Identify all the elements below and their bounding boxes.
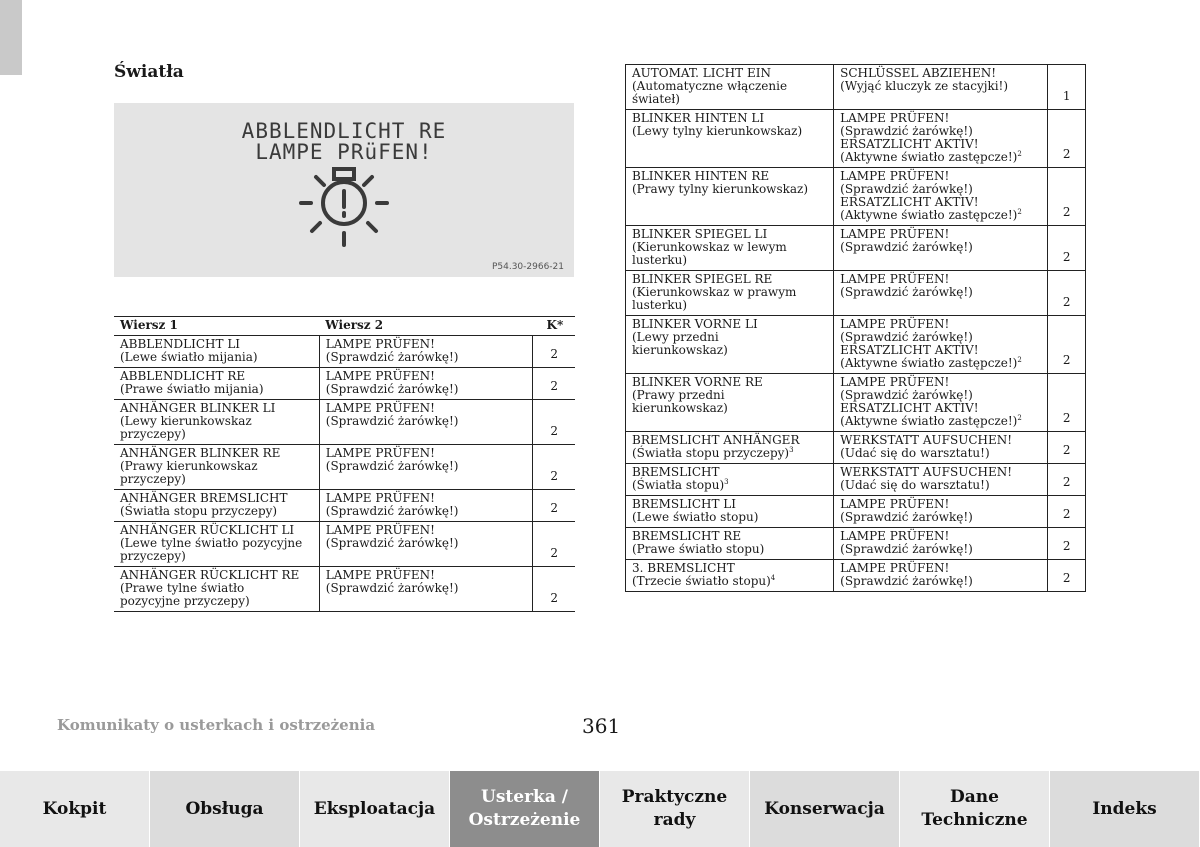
cell-line-text: (Sprawdzić żarówkę!)	[840, 574, 973, 588]
nav-tab-1[interactable]: Kokpit	[0, 771, 150, 847]
k-value: 2	[1048, 560, 1086, 592]
cell-line	[840, 511, 1041, 524]
cell-line-text: (Światła stopu przyczepy)	[120, 504, 278, 518]
cell-line-text: (Udać się do warsztatu!)	[840, 446, 990, 460]
nav-tab-3[interactable]: Eksploatacja	[300, 771, 450, 847]
cell-line	[840, 447, 1041, 460]
row-1-text	[626, 496, 834, 528]
cell-line-text: (Sprawdzić żarówkę!)	[325, 581, 459, 595]
cell-line-text: LAMPE PRÜFEN!	[840, 561, 950, 575]
cell-line-text: ANHÄNGER RÜCKLICHT RE	[120, 568, 300, 582]
nav-tab-7[interactable]: Dane Techniczne	[900, 771, 1050, 847]
k-value: 2	[1048, 168, 1086, 226]
cell-line	[632, 511, 827, 524]
cell-line	[632, 299, 827, 312]
display-message-line-1: ABBLENDLICHT RE	[241, 119, 447, 143]
cell-line	[632, 402, 827, 415]
cell-line-text: (Aktywne światło zastępcze!)	[840, 150, 1018, 164]
row-2-text	[834, 110, 1048, 168]
table-row	[114, 445, 575, 490]
cell-line-text: (Sprawdzić żarówkę!)	[840, 285, 973, 299]
footnote-marker: 2	[1017, 356, 1022, 364]
k-value: 1	[1048, 65, 1086, 110]
cell-line	[120, 383, 313, 396]
table-row	[626, 271, 1086, 316]
cell-line-text: (Aktywne światło zastępcze!)	[840, 208, 1018, 222]
cell-line-text: (Sprawdzić żarówkę!)	[325, 382, 459, 396]
row-2-text	[319, 522, 533, 567]
cell-line-text: (Sprawdzić żarówkę!)	[325, 414, 459, 428]
left-messages-table	[114, 316, 575, 612]
nav-tab-2[interactable]: Obsługa	[150, 771, 300, 847]
cell-line	[840, 479, 1041, 492]
chapter-navigation	[0, 771, 1200, 847]
table-row	[626, 316, 1086, 374]
cell-line	[840, 286, 1041, 299]
cell-line	[840, 151, 1041, 164]
cell-line-text: LAMPE PRÜFEN!	[840, 497, 950, 511]
k-value: 2	[533, 522, 575, 567]
cell-line	[840, 415, 1041, 428]
cell-line-text: (Sprawdzić żarówkę!)	[325, 459, 459, 473]
row-1-text	[626, 110, 834, 168]
cell-line-text: BLINKER SPIEGEL RE	[632, 272, 773, 286]
row-2-text	[319, 445, 533, 490]
cell-line-text: (Lewy tylny kierunkowskaz)	[632, 124, 803, 138]
row-2-text	[834, 65, 1048, 110]
table-row	[114, 400, 575, 445]
cell-line-text: (Prawy tylny kierunkowskaz)	[632, 182, 809, 196]
cell-line-text: (Sprawdzić żarówkę!)	[840, 182, 973, 196]
cell-line-text: LAMPE PRÜFEN!	[325, 369, 435, 383]
cell-line-text: ABBLENDLICHT LI	[120, 337, 241, 351]
table-row	[114, 336, 575, 368]
row-2-text	[834, 374, 1048, 432]
cell-line-text: WERKSTATT AUFSUCHEN!	[840, 433, 1013, 447]
cell-line-text: przyczepy)	[120, 549, 186, 563]
cell-line	[326, 582, 527, 595]
row-1-text	[626, 560, 834, 592]
row-2-text	[834, 226, 1048, 271]
cell-line	[632, 344, 827, 357]
cell-line	[326, 460, 527, 473]
cell-line-text: BLINKER HINTEN RE	[632, 169, 770, 183]
cell-line	[326, 351, 527, 364]
cell-line-text: LAMPE PRÜFEN!	[325, 446, 435, 460]
cell-line-text: (Prawy kierunkowskaz	[120, 459, 258, 473]
header-row-1: Wiersz 1	[114, 317, 319, 336]
cell-line-text: (Sprawdzić żarówkę!)	[840, 124, 973, 138]
cell-line	[120, 595, 313, 608]
cell-line-text: LAMPE PRÜFEN!	[840, 375, 950, 389]
cell-line-text: (Wyjąć kluczyk ze stacyjki!)	[840, 79, 1009, 93]
row-2-text	[319, 490, 533, 522]
footnote-marker: 2	[1017, 150, 1022, 158]
cell-line-text: ANHÄNGER RÜCKLICHT LI	[120, 523, 295, 537]
cell-line-text: WERKSTATT AUFSUCHEN!	[840, 465, 1013, 479]
table-row	[114, 490, 575, 522]
cell-line-text: ABBLENDLICHT RE	[120, 369, 246, 383]
nav-tab-5[interactable]: Praktyczne rady	[600, 771, 750, 847]
cell-line	[120, 505, 313, 518]
right-table-body	[626, 65, 1086, 592]
cell-line-text: (Sprawdzić żarówkę!)	[840, 388, 973, 402]
cell-line-text: BREMSLICHT	[632, 465, 720, 479]
k-value: 2	[1048, 374, 1086, 432]
cell-line-text: BLINKER VORNE LI	[632, 317, 758, 331]
cell-line-text: (Sprawdzić żarówkę!)	[840, 330, 973, 344]
row-2-text	[319, 336, 533, 368]
cell-line	[326, 415, 527, 428]
k-value: 2	[533, 445, 575, 490]
table-row	[626, 110, 1086, 168]
cell-line-text: ANHÄNGER BREMSLICHT	[120, 491, 288, 505]
cell-line-text: BLINKER HINTEN LI	[632, 111, 765, 125]
cell-line	[632, 93, 827, 106]
cell-line-text: lusterku)	[632, 253, 688, 267]
cell-line	[840, 80, 1041, 93]
cell-line-text: ERSATZLICHT AKTIV!	[840, 195, 979, 209]
k-value: 2	[1048, 316, 1086, 374]
cell-line-text: ERSATZLICHT AKTIV!	[840, 343, 979, 357]
section-title: Światła	[114, 62, 184, 82]
table-header-row	[114, 317, 575, 336]
row-1-text	[114, 567, 319, 612]
cell-line	[632, 575, 827, 588]
cell-line-text: (Lewe światło stopu)	[632, 510, 759, 524]
row-1-text	[114, 522, 319, 567]
cell-line	[632, 125, 827, 138]
row-2-text	[834, 432, 1048, 464]
row-2-text	[319, 567, 533, 612]
k-value: 2	[1048, 226, 1086, 271]
k-value: 2	[1048, 528, 1086, 560]
row-1-text	[626, 168, 834, 226]
row-1-text	[114, 490, 319, 522]
cell-line-text: (Światła stopu przyczepy)	[632, 446, 790, 460]
k-value: 2	[533, 336, 575, 368]
cell-line-text: (Lewe światło mijania)	[120, 350, 258, 364]
cell-line-text: (Kierunkowskaz w prawym	[632, 285, 797, 299]
cell-line	[632, 183, 827, 196]
row-1-text	[626, 316, 834, 374]
cell-line	[120, 550, 313, 563]
right-messages-table	[625, 64, 1086, 592]
table-row	[114, 368, 575, 400]
cell-line	[840, 209, 1041, 222]
row-1-text	[114, 336, 319, 368]
table-row	[626, 464, 1086, 496]
cell-line	[326, 537, 527, 550]
cell-line-text: LAMPE PRÜFEN!	[325, 491, 435, 505]
k-value: 2	[533, 567, 575, 612]
cell-line-text: (Udać się do warsztatu!)	[840, 478, 990, 492]
cell-line-text: BREMSLICHT RE	[632, 529, 742, 543]
table-row	[626, 528, 1086, 560]
cell-line-text: LAMPE PRÜFEN!	[840, 317, 950, 331]
cell-line-text: SCHLÜSSEL ABZIEHEN!	[840, 66, 997, 80]
cell-line-text: LAMPE PRÜFEN!	[840, 169, 950, 183]
table-row	[626, 560, 1086, 592]
cell-line-text: BREMSLICHT LI	[632, 497, 737, 511]
cell-line	[840, 575, 1041, 588]
cell-line-text: (Sprawdzić żarówkę!)	[325, 536, 459, 550]
cell-line	[632, 543, 827, 556]
cell-line	[120, 351, 313, 364]
cell-line-text: BLINKER VORNE RE	[632, 375, 763, 389]
cell-line-text: (Sprawdzić żarówkę!)	[840, 240, 973, 254]
cell-line-text: przyczepy)	[120, 472, 186, 486]
cell-line	[840, 357, 1041, 370]
row-2-text	[834, 316, 1048, 374]
cell-line-text: LAMPE PRÜFEN!	[325, 401, 435, 415]
row-2-text	[834, 560, 1048, 592]
table-row	[626, 168, 1086, 226]
header-k: K*	[533, 317, 575, 336]
cell-line-text: (Aktywne światło zastępcze!)	[840, 356, 1018, 370]
cell-line-text: BREMSLICHT ANHÄNGER	[632, 433, 800, 447]
row-1-text	[626, 271, 834, 316]
nav-tab-6[interactable]: Konserwacja	[750, 771, 900, 847]
instrument-display-figure	[114, 103, 574, 277]
cell-line-text: (Sprawdzić żarówkę!)	[840, 542, 973, 556]
row-1-text	[626, 432, 834, 464]
footnote-marker: 3	[789, 446, 794, 454]
k-value: 2	[533, 490, 575, 522]
cell-line	[632, 479, 827, 492]
row-1-text	[626, 374, 834, 432]
cell-line-text: kierunkowskaz)	[632, 401, 728, 415]
nav-tab-8[interactable]: Indeks	[1050, 771, 1200, 847]
cell-line-text: BLINKER SPIEGEL LI	[632, 227, 768, 241]
row-1-text	[626, 65, 834, 110]
footer-section-title: Komunikaty o usterkach i ostrzeżenia	[57, 716, 376, 734]
left-table-body	[114, 336, 575, 612]
footnote-marker: 2	[1017, 208, 1022, 216]
row-2-text	[319, 368, 533, 400]
k-value: 2	[1048, 496, 1086, 528]
cell-line	[840, 241, 1041, 254]
cell-line	[120, 473, 313, 486]
lamp-warning-icon	[298, 167, 390, 251]
page-number: 361	[582, 714, 621, 738]
row-1-text	[114, 445, 319, 490]
row-2-text	[834, 168, 1048, 226]
cell-line-text: (Kierunkowskaz w lewym	[632, 240, 787, 254]
row-2-text	[834, 464, 1048, 496]
cell-line-text: (Prawe światło stopu)	[632, 542, 765, 556]
cell-line	[120, 428, 313, 441]
cell-line-text: ANHÄNGER BLINKER RE	[120, 446, 281, 460]
cell-line-text: LAMPE PRÜFEN!	[840, 272, 950, 286]
row-2-text	[834, 271, 1048, 316]
table-row	[626, 374, 1086, 432]
table-row	[114, 567, 575, 612]
cell-line-text: LAMPE PRÜFEN!	[325, 337, 435, 351]
table-row	[626, 226, 1086, 271]
footnote-marker: 4	[770, 574, 776, 582]
cell-line-text: AUTOMAT. LICHT EIN	[632, 66, 771, 80]
row-2-text	[834, 528, 1048, 560]
k-value: 2	[1048, 271, 1086, 316]
k-value: 2	[1048, 110, 1086, 168]
cell-line-text: LAMPE PRÜFEN!	[840, 227, 950, 241]
cell-line-text: (Aktywne światło zastępcze!)	[840, 414, 1018, 428]
row-1-text	[114, 400, 319, 445]
cell-line-text: LAMPE PRÜFEN!	[325, 523, 435, 537]
cell-line-text: (Automatyczne włączenie	[632, 79, 788, 93]
cell-line-text: świateł)	[632, 92, 680, 106]
cell-line-text: (Światła stopu)	[632, 478, 725, 492]
k-value: 2	[1048, 432, 1086, 464]
display-message-line-2: LAMPE PRüFEN!	[255, 140, 433, 164]
corner-marker	[0, 0, 22, 75]
table-row	[626, 65, 1086, 110]
header-row-2: Wiersz 2	[319, 317, 533, 336]
cell-line-text: (Sprawdzić żarówkę!)	[840, 510, 973, 524]
row-1-text	[626, 528, 834, 560]
footnote-marker: 2	[1017, 414, 1022, 422]
k-value: 2	[1048, 464, 1086, 496]
cell-line-text: ANHÄNGER BLINKER LI	[120, 401, 276, 415]
cell-line-text: (Prawe tylne światło	[120, 581, 245, 595]
cell-line-text: pozycyjne przyczepy)	[120, 594, 250, 608]
cell-line-text: (Prawe światło mijania)	[120, 382, 264, 396]
table-row	[626, 496, 1086, 528]
cell-line-text: LAMPE PRÜFEN!	[840, 529, 950, 543]
table-row	[626, 432, 1086, 464]
row-1-text	[626, 226, 834, 271]
row-1-text	[626, 464, 834, 496]
row-1-text	[114, 368, 319, 400]
cell-line-text: (Sprawdzić żarówkę!)	[325, 350, 459, 364]
k-value: 2	[533, 400, 575, 445]
cell-line	[326, 505, 527, 518]
cell-line-text: LAMPE PRÜFEN!	[840, 111, 950, 125]
cell-line-text: ERSATZLICHT AKTIV!	[840, 401, 979, 415]
cell-line-text: przyczepy)	[120, 427, 186, 441]
cell-line-text: (Lewe tylne światło pozycyjne	[120, 536, 303, 550]
cell-line-text: (Sprawdzić żarówkę!)	[325, 504, 459, 518]
cell-line-text: (Trzecie światło stopu)	[632, 574, 771, 588]
cell-line-text: LAMPE PRÜFEN!	[325, 568, 435, 582]
row-2-text	[834, 496, 1048, 528]
cell-line-text: (Lewy przedni	[632, 330, 719, 344]
footnote-marker: 3	[724, 478, 729, 486]
cell-line	[840, 543, 1041, 556]
row-2-text	[319, 400, 533, 445]
table-row	[114, 522, 575, 567]
cell-line-text: lusterku)	[632, 298, 688, 312]
k-value: 2	[533, 368, 575, 400]
cell-line-text: kierunkowskaz)	[632, 343, 728, 357]
cell-line	[632, 447, 827, 460]
cell-line-text: (Lewy kierunkowskaz	[120, 414, 252, 428]
cell-line-text: (Prawy przedni	[632, 388, 725, 402]
cell-line	[326, 383, 527, 396]
nav-tab-4[interactable]: Usterka / Ostrzeżenie	[450, 771, 600, 847]
figure-reference: P54.30-2966-21	[491, 262, 564, 272]
cell-line-text: ERSATZLICHT AKTIV!	[840, 137, 979, 151]
cell-line	[632, 254, 827, 267]
cell-line-text: 3. BREMSLICHT	[632, 561, 735, 575]
